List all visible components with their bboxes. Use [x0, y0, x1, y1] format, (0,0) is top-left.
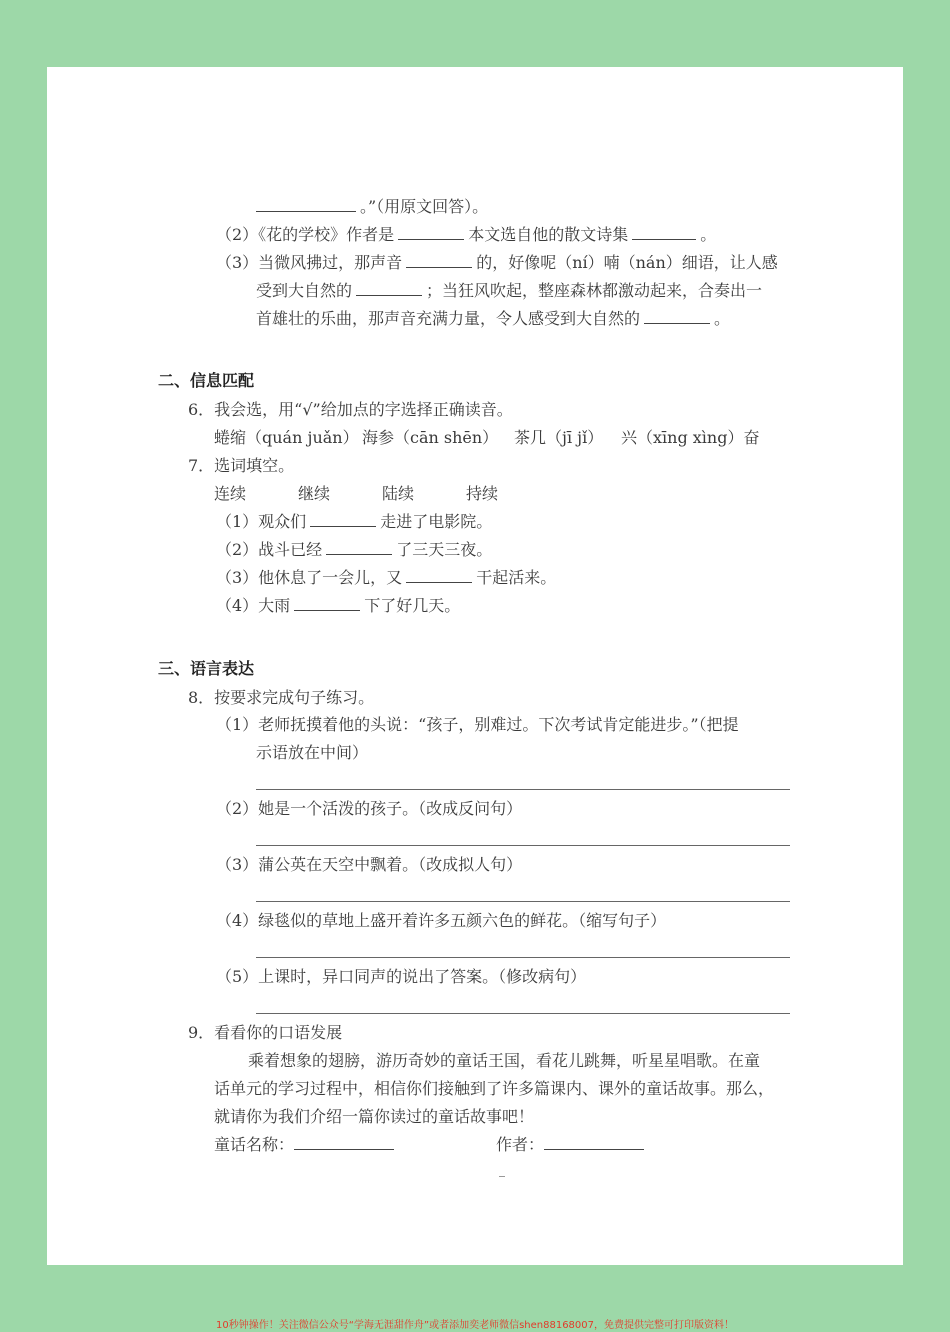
q8-s1-line2: 示语放在中间） — [256, 743, 369, 762]
q5-sub3-line2: 受到大自然的 ；当狂风吹起，整座森林都激动起来，合奏出一 — [256, 281, 763, 300]
blank[interactable] — [256, 197, 356, 212]
blank[interactable] — [294, 596, 360, 611]
answer-line-5[interactable] — [256, 1013, 790, 1014]
footer-promo: 10秒钟操作！关注微信公众号“学海无涯甜作舟”或者添加奕老师微信shen88168007，免费提供完整可打印版资料！ — [215, 1320, 735, 1331]
q7-word-2: 继续 — [298, 484, 331, 503]
blank[interactable] — [310, 512, 376, 527]
q6-item-1[interactable]: 蜷缩（quán juǎn） — [214, 428, 359, 447]
section3-title: 三、语言表达 — [158, 659, 255, 678]
story-name-blank[interactable] — [294, 1135, 394, 1150]
blank[interactable] — [326, 540, 392, 555]
q9-story-name: 童话名称： — [214, 1135, 398, 1155]
q9-para-line3: 就请你为我们介绍一篇你读过的童话故事吧！ — [214, 1107, 535, 1126]
q8-stem: 8．按要求完成句子练习。 — [188, 688, 375, 707]
q6-item-4[interactable]: 兴（xīng xìng）奋 — [621, 428, 760, 447]
q6-item-2[interactable]: 海参（cān shēn） — [362, 428, 499, 447]
q9-para-line1: 乘着想象的翅膀，游历奇妙的童话王国，看花儿跳舞，听星星唱歌。在童 — [248, 1051, 761, 1070]
q6-item-3[interactable]: 茶几（jī jǐ） — [514, 428, 604, 447]
page-mark — [499, 1176, 505, 1177]
blank[interactable] — [398, 225, 464, 240]
answer-line-2[interactable] — [256, 845, 790, 846]
q9-author: 作者： — [496, 1135, 648, 1155]
q8-s2: （2）她是一个活泼的孩子。（改成反问句） — [216, 799, 523, 818]
q5-line0: 。”（用原文回答）。 — [256, 197, 488, 217]
q9-para-line2: 话单元的学习过程中，相信你们接触到了许多篇课内、课外的童话故事。那么， — [214, 1079, 775, 1098]
answer-line-4[interactable] — [256, 957, 790, 958]
author-blank[interactable] — [544, 1135, 644, 1150]
blank[interactable] — [406, 568, 472, 583]
blank[interactable] — [356, 281, 422, 296]
q7-sentence-2: （2）战斗已经 了三天三夜。 — [216, 540, 493, 559]
q7-stem: 7．选词填空。 — [188, 456, 295, 475]
q7-sentence-1: （1）观众们 走进了电影院。 — [216, 512, 493, 531]
q6-stem: 6．我会选，用“√”给加点的字选择正确读音。 — [188, 400, 513, 419]
q7-sentence-4: （4）大雨 下了好几天。 — [216, 596, 461, 615]
answer-line-1[interactable] — [256, 789, 790, 790]
q7-word-3: 陆续 — [382, 484, 415, 503]
blank[interactable] — [406, 253, 472, 268]
blank[interactable] — [644, 309, 710, 324]
q7-word-4: 持续 — [466, 484, 499, 503]
section2-title: 二、信息匹配 — [158, 371, 255, 390]
q7-sentence-3: （3）他休息了一会儿，又 干起活来。 — [216, 568, 557, 587]
q7-word-1: 连续 — [214, 484, 247, 503]
q5-sub2: （2）《花的学校》作者是 本文选自他的散文诗集 。 — [216, 225, 717, 244]
q5-sub3-line3: 首雄壮的乐曲，那声音充满力量，令人感受到大自然的 。 — [256, 309, 731, 328]
q8-s4: （4）绿毯似的草地上盛开着许多五颜六色的鲜花。（缩写句子） — [216, 911, 667, 930]
q8-s1-line1: （1）老师抚摸着他的头说：“孩子，别难过。下次考试肯定能进步。”（把提 — [216, 715, 739, 734]
q9-stem: 9．看看你的口语发展 — [188, 1023, 343, 1042]
answer-line-3[interactable] — [256, 901, 790, 902]
blank[interactable] — [632, 225, 696, 240]
q8-s3: （3）蒲公英在天空中飘着。（改成拟人句） — [216, 855, 523, 874]
q5-sub3-line1: （3）当微风拂过，那声音 的，好像呢（ní）喃（nán）细语，让人感 — [216, 253, 778, 272]
q8-s5: （5）上课时，异口同声的说出了答案。（修改病句） — [216, 967, 587, 986]
